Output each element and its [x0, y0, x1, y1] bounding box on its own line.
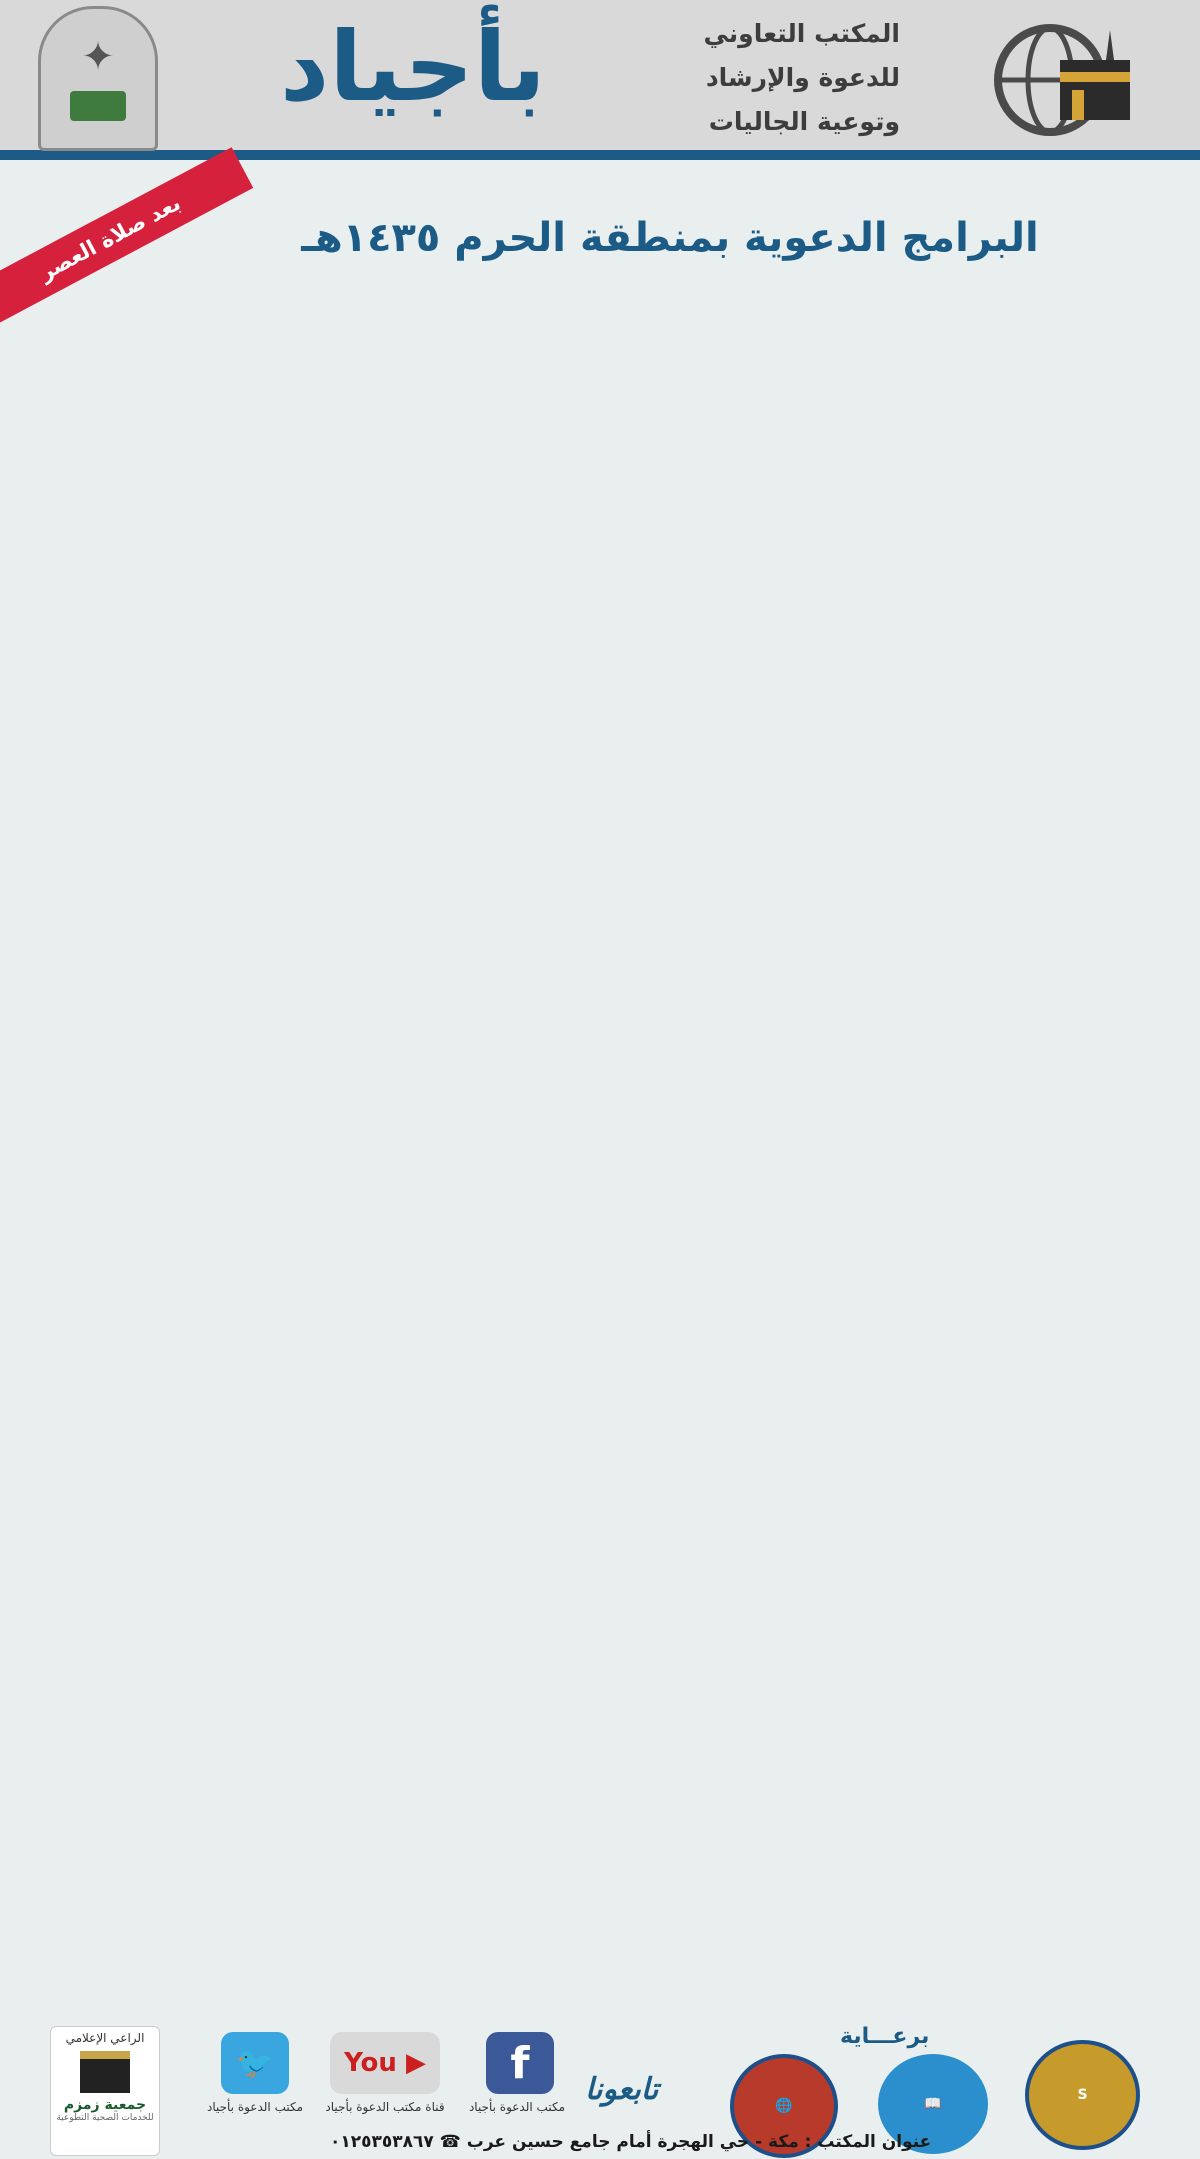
sponsor-logo-foundation: S	[1025, 2040, 1140, 2150]
twitter-icon: 🐦	[221, 2032, 289, 2094]
follow-us-label: تابعونا	[585, 2072, 659, 2107]
globe-kaaba-logo	[990, 20, 1150, 140]
media-sponsor-card	[50, 2026, 160, 2156]
brand-title: بأجياد	[280, 11, 546, 123]
org-line: المكتب التعاوني	[703, 19, 900, 48]
media-sponsor-subtitle: للخدمات الصحية التطوعية	[56, 2113, 154, 2123]
footer	[0, 2020, 1200, 2159]
quran-book-icon	[70, 91, 126, 121]
page-title: البرامج الدعوية بمنطقة الحرم ١٤٣٥هـ	[301, 215, 1039, 261]
globe-icon	[990, 20, 1150, 140]
twitter-link[interactable]	[205, 2032, 305, 2114]
org-line: وتوعية الجاليات	[708, 107, 900, 136]
facebook-link[interactable]	[468, 2032, 565, 2114]
twitter-caption: مكتب الدعوة بأجياد	[206, 2100, 304, 2114]
facebook-caption: مكتب الدعوة بأجياد	[468, 2100, 565, 2114]
media-sponsor-name: جمعية زمزم	[63, 2097, 147, 2113]
palm-swords-icon: ✦	[81, 33, 115, 80]
youtube-link[interactable]	[320, 2032, 450, 2114]
sponsor-label: برعـــاية	[840, 2024, 930, 2049]
time-ribbon: بعد صلاة العصر	[0, 147, 253, 328]
header	[0, 0, 1200, 160]
media-sponsor-label: الراعي الإعلامي	[65, 2031, 145, 2045]
facebook-icon: f	[486, 2032, 554, 2094]
ministry-emblem-logo	[38, 6, 158, 151]
kaaba-icon	[80, 2051, 130, 2093]
sponsor-logo-relief-org: 🌐	[730, 2054, 838, 2158]
sponsor-logo-quran-society: 📖	[878, 2054, 988, 2154]
office-address: عنوان المكتب : مكة - حي الهجرة أمام جامع حسين عرب ☎ ٠١٢٥٣٥٣٨٦٧	[330, 2132, 932, 2152]
youtube-caption: قناة مكتب الدعوة بأجياد	[325, 2100, 445, 2114]
org-name	[660, 12, 900, 144]
youtube-icon: ▶ You	[330, 2032, 440, 2094]
org-line: للدعوة والإرشاد	[705, 63, 900, 92]
